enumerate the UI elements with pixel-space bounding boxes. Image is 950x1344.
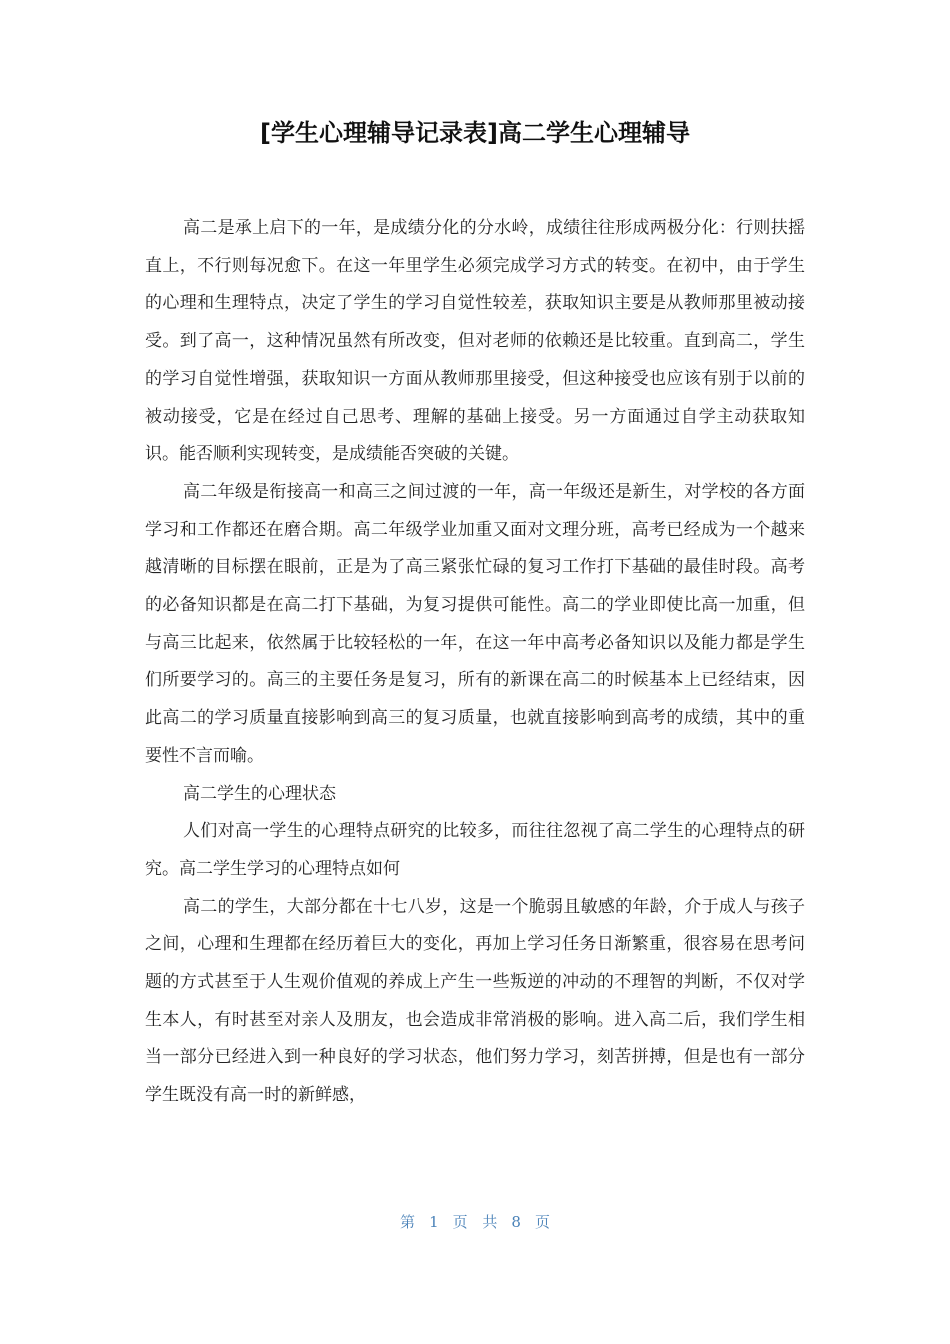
paragraph: 高二是承上启下的一年，是成绩分化的分水岭，成绩往往形成两极分化：行则扶摇直上，不行则每况愈下。在这一年里学生必须完成学习方式的转变。在初中，由于学生的心理和生理特点，决定了学生的学习自觉性较差，获取知识主要是从教师那里被动接受。到了高一，这种情况虽然有所改变，但对老师的依赖还是比较重。直到高二，学生的学习自觉性增强，获取知识一方面从教师那里接受，但这种接受也应该有别于以前的被动接受，它是在经过自己思考、理解的基础上接受。另一方面通过自学主动获取知识。能否顺利实现转变，是成绩能否突破的关键。 (145, 218, 805, 465)
document-body (145, 210, 805, 1115)
document-title: [学生心理辅导记录表]高二学生心理辅导 (260, 119, 690, 147)
footer-label-ye-gong: 页 共 (452, 1213, 498, 1231)
paragraph: 人们对高一学生的心理特点研究的比较多，而往往忽视了高二学生的心理特点的研究。高二学生学习的心理特点如何 (145, 821, 805, 879)
paragraph: 高二年级是衔接高一和高三之间过渡的一年，高一年级还是新生，对学校的各方面学习和工作都还在磨合期。高二年级学业加重又面对文理分班，高考已经成为一个越来越清晰的目标摆在眼前，正是为了高三紧张忙碌的复习工作打下基础的最佳时段。高考的必备知识都是在高二打下基础，为复习提供可能性。高二的学业即使比高一加重，但与高三比起来，依然属于比较轻松的一年，在这一年中高考必备知识以及能力都是学生们所要学习的。高三的主要任务是复习，所有的新课在高二的时候基本上已经结束，因此高二的学习质量直接影响到高三的复习质量，也就直接影响到高考的成绩，其中的重要性不言而喻。 (145, 481, 805, 766)
footer-total-pages: 8 (511, 1213, 521, 1231)
footer-label-di: 第 (400, 1213, 416, 1231)
footer-current-page: 1 (429, 1213, 439, 1231)
page-footer (0, 1210, 950, 1234)
footer-label-ye: 页 (534, 1213, 550, 1231)
paragraph: 高二的学生，大部分都在十七八岁，这是一个脆弱且敏感的年龄，介于成人与孩子之间，心理和生理都在经历着巨大的变化，再加上学习任务日渐繁重，很容易在思考问题的方式甚至于人生观价值观的养成上产生一些叛逆的冲动的不理智的判断，不仅对学生本人，有时甚至对亲人及朋友，也会造成非常消极的影响。进入高二后，我们学生相当一部分已经进入到一种良好的学习状态，他们努力学习，刻苦拼搏，但是也有一部分学生既没有高一时的新鲜感， (145, 896, 805, 1106)
section-heading: 高二学生的心理状态 (183, 783, 336, 804)
